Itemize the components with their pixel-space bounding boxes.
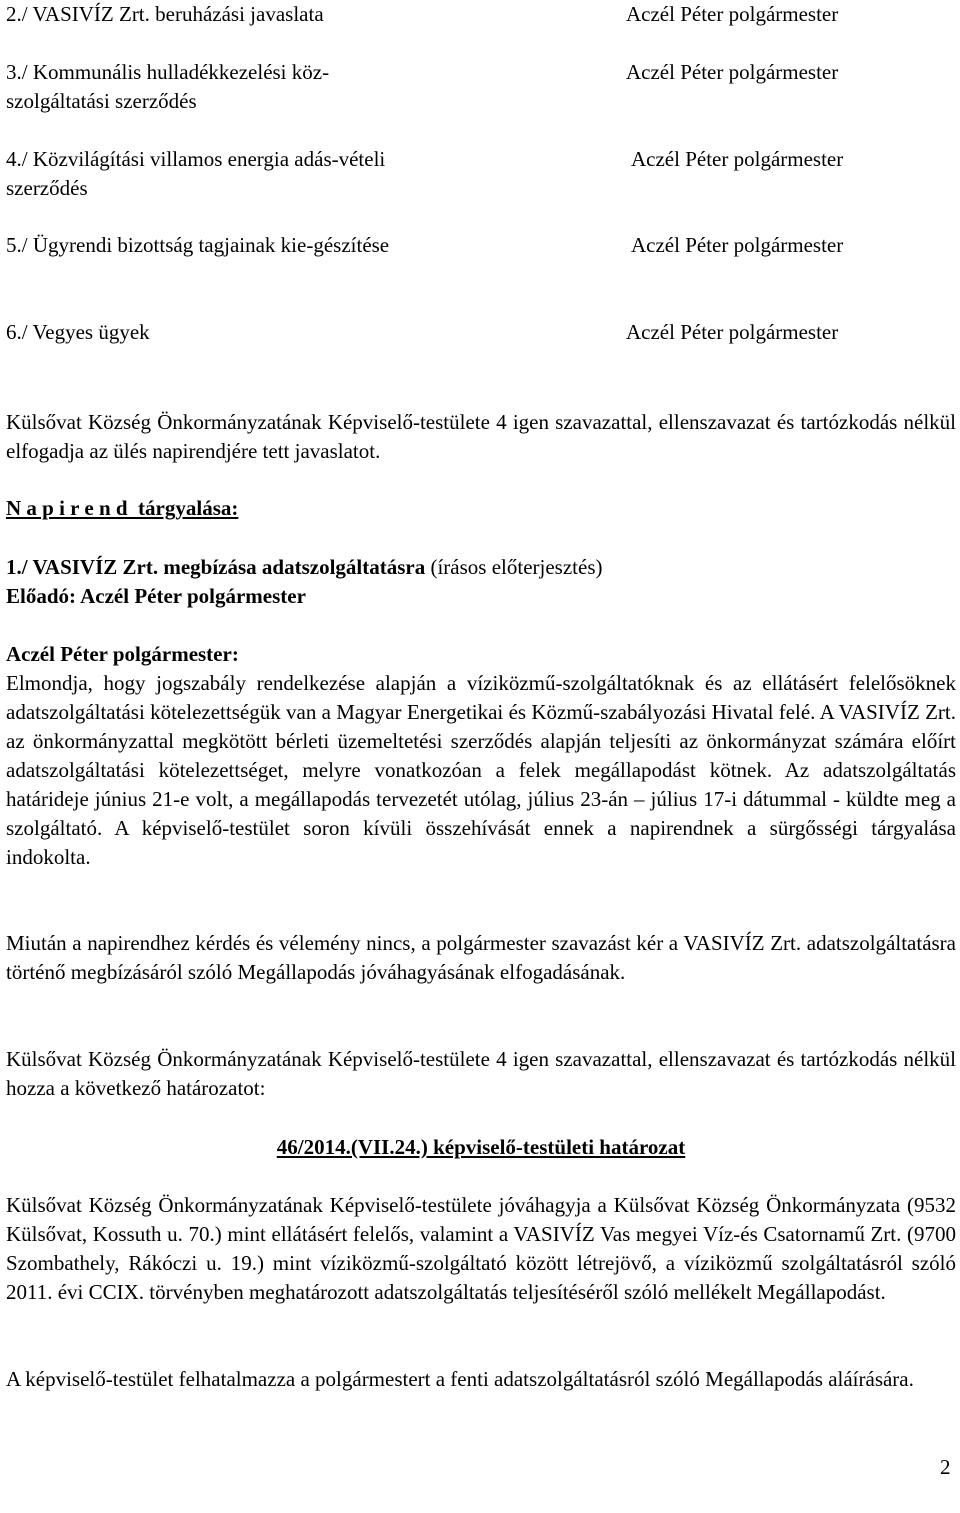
presenter-line: Előadó: Aczél Péter polgármester: [6, 584, 306, 608]
agenda-item-title: 4./ Közvilágítási villamos energia adás-vételi szerződés: [6, 147, 386, 200]
agenda-list: [6, 0, 956, 360]
agenda-item-presenter: Aczél Péter polgármester: [626, 320, 839, 344]
authorization-text: A képviselő-testület felhatalmazza a polgármestert a fenti adatszolgáltatásról szóló Megállapodás aláírására.: [6, 1367, 914, 1391]
document-page: [6, 0, 956, 1391]
speech-paragraph: Elmondja, hogy jogszabály rendelkezése alapján a víziközmű-szolgáltatóknak és az ellátásért felelősöknek adatszolgáltatási kötelezettségük van a Magyar Energetikai és Közmű-szabályozási Hivatal felé. A VASIVÍZ Zrt. az önkormányzattal megkötött bérleti üzemeltetési szerződés alapján teljesíti az önkormányzat számára előírt adatszolgáltatási kötelezettséget, melyre vonatkozóan a felek megállapodást kötnek. Az adatszolgáltatás határideje június 21-e volt, a megállapodás tervezetét utólag, július 23-án – július 17-i dátummal - küldte meg a szolgáltató. A képviselő-testület soron kívüli összehívását ennek a napirendnek a sürgősségi tárgyalása indokolta.: [6, 671, 956, 869]
resolution-text: Külsővat Község Önkormányzatának Képviselő-testülete jóváhagyja a Külsővat Község Önkormányzata (9532 Külsővat, Kossuth u. 70.) mint ellátásért felelős, valamint a VASIVÍZ Vas megyei Víz-és Csatornamű Zrt. (9700 Szombathely, Rákóczi u. 19.) mint víziközmű-szolgáltató között létrejövő, a víziközmű szolgáltatásról szóló 2011. évi CCIX. törvényben meghatározott adatszolgáltatás teljesítéséről szóló mellékelt Megállapodást.: [6, 1193, 956, 1304]
vote-request-paragraph: Miután a napirendhez kérdés és vélemény nincs, a polgármester szavazást kér a VASIVÍZ Zrt. adatszolgáltatásra történő megbízásáról szóló Megállapodás jóváhagyásának elfogadásának.: [6, 931, 956, 984]
item-title: 1./ VASIVÍZ Zrt. megbízása adatszolgáltatásra: [6, 555, 426, 579]
resolution-title: 46/2014.(VII.24.) képviselő-testületi határozat: [276, 1135, 686, 1159]
vote-statement-agenda: Külsővat Község Önkormányzatának Képviselő-testülete 4 igen szavazattal, ellenszavazat és tartózkodás nélkül elfogadja az ülés napirendjére tett javaslatot.: [6, 410, 956, 463]
agenda-item-presenter: Aczél Péter polgármester: [626, 2, 839, 26]
agenda-item-1: [6, 553, 956, 582]
agenda-discussion-heading: N a p i r e n d tárgyalása:: [6, 496, 239, 520]
resolution-title-wrap: [6, 1133, 956, 1162]
page-number: 2: [940, 1455, 951, 1479]
agenda-item-presenter: Aczél Péter polgármester: [631, 233, 844, 257]
item-note: (írásos előterjesztés): [425, 555, 603, 579]
agenda-item-presenter: Aczél Péter polgármester: [626, 60, 839, 84]
agenda-item-title: 5./ Ügyrendi bizottság tagjainak kie-gészítése: [6, 233, 390, 257]
speaker-name: Aczél Péter polgármester:: [6, 642, 239, 666]
agenda-item-presenter: Aczél Péter polgármester: [631, 147, 844, 171]
agenda-item-title: 6./ Vegyes ügyek: [6, 320, 150, 344]
vote-statement-resolution: Külsővat Község Önkormányzatának Képviselő-testülete 4 igen szavazattal, ellenszavazat és tartózkodás nélkül hozza a következő határozatot:: [6, 1047, 956, 1100]
agenda-item-title: 3./ Kommunális hulladékkezelési köz-szolgáltatási szerződés: [6, 60, 330, 113]
agenda-item-title: 2./ VASIVÍZ Zrt. beruházási javaslata: [6, 2, 324, 26]
